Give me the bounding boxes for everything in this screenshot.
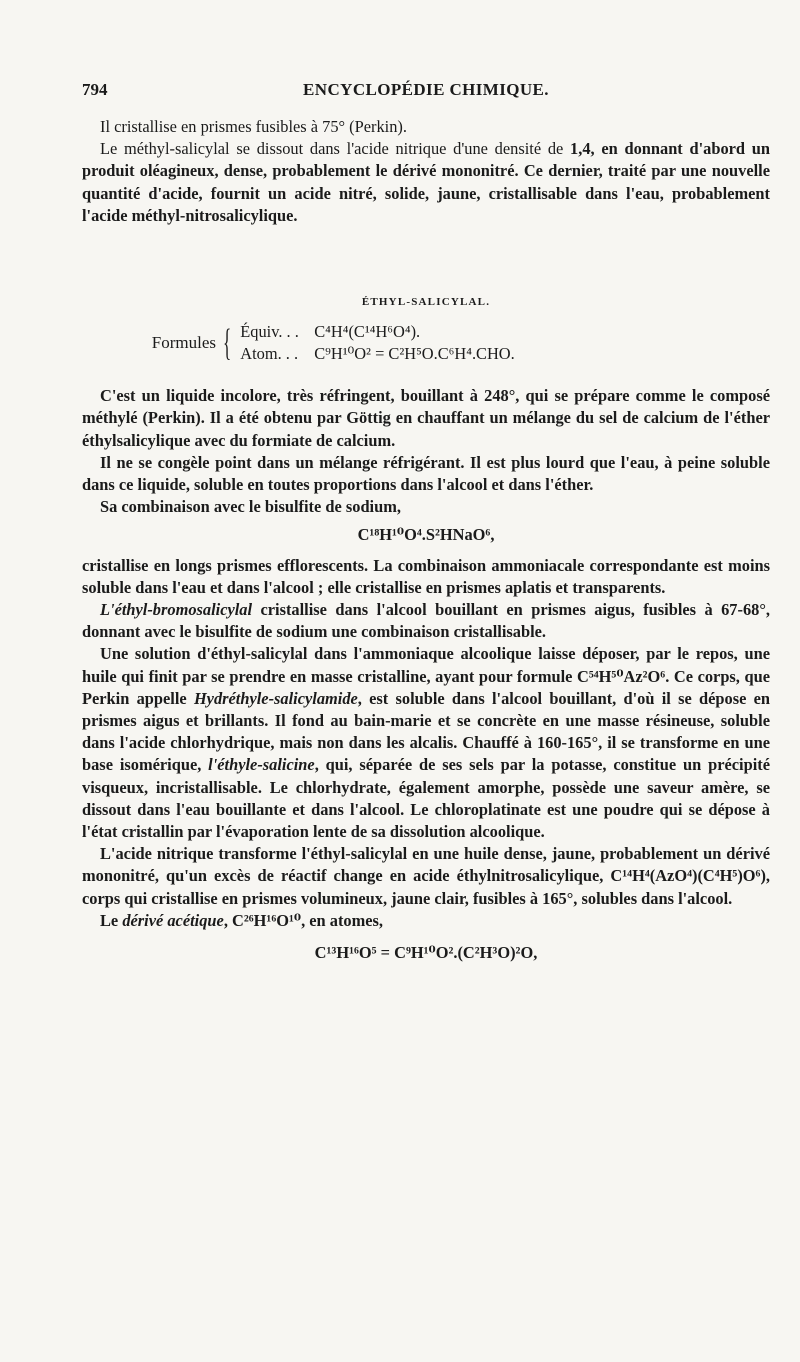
formula-bisulfite: C¹⁸H¹⁰O⁴.S²HNaO⁶, [357, 525, 495, 545]
formula-equiv-row: Équiv. . . C⁴H⁴(C¹⁴H⁶O⁴). [240, 322, 421, 342]
page-header [82, 80, 770, 106]
formula-atom-row: Atom. . . C⁹H¹⁰O² = C²H⁵O.C⁶H⁴.CHO. [240, 344, 515, 364]
section-title: ÉTHYL-SALICYLAL. [361, 296, 491, 309]
paragraph-1: Il cristallise en prismes fusibles à 75° (Perkin). [100, 117, 407, 136]
paragraph-6: cristallise en longs prismes efflorescents. La combinaison ammoniacale correspondante est moins soluble dans l'eau et dans l'alcool ; elle cristallise en prismes aplatis et transparents. [82, 555, 770, 597]
paragraph-10: Le dérivé acétique, C²⁶H¹⁶O¹⁰, en atomes, [100, 910, 384, 930]
paragraph-9: L'acide nitrique transforme l'éthyl-salicylal en une huile dense, jaune, probablement un dérivé mononitré, qu'un excès de réactif change en acide éthylnitrosalicylique, C¹⁴H⁴(AzO⁴)(C⁴H⁵)O⁶), corps qui cristallise en prismes volumineux, jaune clair, fusibles à 165°, solubles dans l'alcool. [82, 844, 770, 908]
brace-symbol: { [223, 322, 232, 365]
formula-acetic: C¹³H¹⁶O⁵ = C⁹H¹⁰O².(C²H³O)²O, [314, 943, 538, 963]
paragraph-4: Il ne se congèle point dans un mélange réfrigérant. Il est plus lourd que l'eau, à peine soluble dans ce liquide, soluble en toutes proportions dans l'alcool et dans l'éther. [82, 452, 770, 495]
paragraph-2: Le méthyl-salicylal se dissout dans l'acide nitrique d'une densité de 1,4, en donnant d'abord un produit oléagineux, dense, probablement le dérivé mononitré. Ce dernier, traité par une nouvelle quantité d'acide, fournit un acide nitré, solide, jaune, cristallisable dans l'eau, probablement l'acide méthyl-nitrosalicylique. [82, 139, 771, 225]
paragraph-5: Sa combinaison avec le bisulfite de sodium, [100, 497, 401, 517]
paragraph-3: C'est un liquide incolore, très réfringent, bouillant à 248°, qui se prépare comme le composé méthylé (Perkin). Il a été obtenu par Göttig en chauffant un mélange du sel de calcium de l'éther éthylsalicylique avec du formiate de calcium. [82, 386, 770, 450]
page-number: 794 [82, 80, 108, 99]
paragraph-8: Une solution d'éthyl-salicylal dans l'ammoniaque alcoolique laisse déposer, par le repos, une huile qui finit par se prendre en masse cristalline, ayant pour formule C⁵⁴H⁵⁰Az²O⁶. Ce corps, que Perkin appelle Hydréthyle-salicylamide, est soluble dans l'alcool bouillant, d'où il se dépose en prismes aigus et brillants. Il fond au bain-marie et se concrète en une masse résineuse, soluble dans l'acide chlorhydrique, mais non dans les alcalis. Chauffé à 160-165°, il se transforme en une base isomérique, l'éthyle-salicine, qui, séparée de ses sels par la potasse, constitue un précipité visqueux, incristallisable. Le chlorhydrate, également amorphe, possède une saveur amère, se dissout dans l'eau bouillante et dans l'alcool. Le chloroplatinate est une poudre qui se dépose à l'état cristallin par l'évaporation lente de sa dissolution alcoolique. [82, 644, 770, 842]
body-text [82, 116, 770, 964]
paragraph-7: L'éthyl-bromosalicylal cristallise dans l'alcool bouillant en prismes aigus, fusibles à 67-68°, donnant avec le bisulfite de sodium une combinaison cristallisable. [82, 600, 770, 642]
formulas-block [82, 319, 770, 367]
formulas-label: Formules [151, 333, 216, 353]
running-title: ENCYCLOPÉDIE CHIMIQUE. [303, 80, 549, 99]
